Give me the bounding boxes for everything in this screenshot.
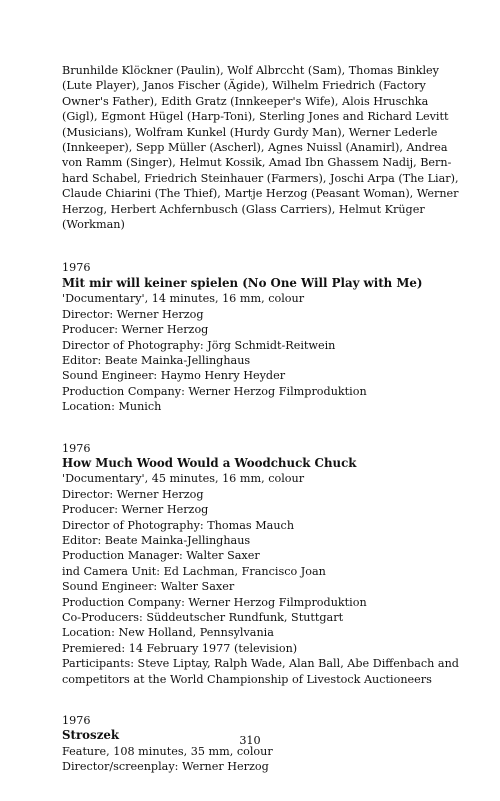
entry-title: Stroszek xyxy=(62,728,120,743)
cast-continuation xyxy=(62,63,459,232)
entry-detail: Editor: Beate Mainka-Jellinghaus xyxy=(62,533,251,547)
entry-detail: Editor: Beate Mainka-Jellinghaus xyxy=(62,353,251,367)
cast-line: (Innkeeper), Sepp Müller (Ascherl), Agnes Nuissl (Anamirl), Andrea xyxy=(62,141,448,155)
entry-detail: Director of Photography: Jörg Schmidt-Reitwein xyxy=(62,338,336,352)
cast-line: (Gigl), Egmont Hügel (Harp-Toni), Sterling Jones and Richard Levitt xyxy=(62,110,449,124)
entry-detail: Producer: Werner Herzog xyxy=(62,323,209,337)
cast-line: Brunhilde Klöckner (Paulin), Wolf Albrccht (Sam), Thomas Binkley xyxy=(62,64,439,77)
entry-detail: 'Documentary', 45 minutes, 16 mm, colour xyxy=(62,472,305,486)
cast-line: von Ramm (Singer), Helmut Kossik, Amad Ibn Ghassem Nadij, Bern- xyxy=(62,156,452,170)
entry-detail: Participants: Steve Liptay, Ralph Wade, Alan Ball, Abe Diffenbach and xyxy=(62,657,459,671)
entry-year: 1976 xyxy=(62,261,91,275)
entry-detail: Director: Werner Herzog xyxy=(62,307,204,321)
page-body xyxy=(62,63,459,801)
entry-year: 1976 xyxy=(62,714,91,728)
entry-detail: Location: Munich xyxy=(62,400,162,414)
entry-detail: Director of Photography: Thomas Mauch xyxy=(62,518,295,532)
cast-line: (Workman) xyxy=(62,218,125,232)
entry-detail: Sound Engineer: Haymo Henry Heyder xyxy=(62,369,286,383)
entry-year: 1976 xyxy=(62,441,91,455)
entry-title: How Much Wood Would a Woodchuck Chuck xyxy=(62,455,357,470)
cast-line: (Lute Player), Janos Fischer (Ägide), Wilhelm Friedrich (Factory xyxy=(62,79,426,93)
cast-line: Herzog, Herbert Achfernbusch (Glass Carriers), Helmut Krüger xyxy=(62,202,425,216)
entry-detail: Premiered: 14 February 1977 (television) xyxy=(62,641,298,655)
filmography-entry xyxy=(62,441,459,688)
cast-line: Owner's Father), Edith Gratz (Innkeeper's Wife), Alois Hruschka xyxy=(62,94,429,108)
entry-detail: Location: New Holland, Pennsylvania xyxy=(62,626,274,640)
entry-detail: Feature, 108 minutes, 35 mm, colour xyxy=(62,744,273,758)
filmography-entry xyxy=(62,260,434,414)
entry-detail: ind Camera Unit: Ed Lachman, Francisco Joan xyxy=(62,564,326,578)
entry-detail: competitors at the World Championship of Livestock Auctioneers xyxy=(62,672,432,686)
entry-detail: Director: Werner Herzog xyxy=(62,487,204,501)
entry-detail: Production Manager: Walter Saxer xyxy=(62,549,260,563)
cast-line: hard Schabel, Friedrich Steinhauer (Farmers), Joschi Arpa (The Liar), xyxy=(62,171,459,185)
cast-line: Claude Chiarini (The Thief), Martje Herzog (Peasant Woman), Werner xyxy=(62,187,459,201)
entry-title: Mit mir will keiner spielen (No One Will Play with Me) xyxy=(62,275,423,290)
cast-line: (Musicians), Wolfram Kunkel (Hurdy Gurdy Man), Werner Lederle xyxy=(62,125,438,139)
entry-detail: Producer: Werner Herzog xyxy=(62,503,209,517)
entry-detail: 'Documentary', 14 minutes, 16 mm, colour xyxy=(62,292,305,306)
entry-detail: Co-Producers: Süddeutscher Rundfunk, Stuttgart xyxy=(62,611,344,624)
entry-detail: Production Company: Werner Herzog Filmproduktion xyxy=(62,595,367,609)
page-number: 310 xyxy=(239,734,261,747)
entry-detail: Director/screenplay: Werner Herzog xyxy=(62,760,269,774)
entry-detail: Production Company: Werner Herzog Filmproduktion xyxy=(62,384,367,398)
entry-detail: Sound Engineer: Walter Saxer xyxy=(62,580,235,594)
